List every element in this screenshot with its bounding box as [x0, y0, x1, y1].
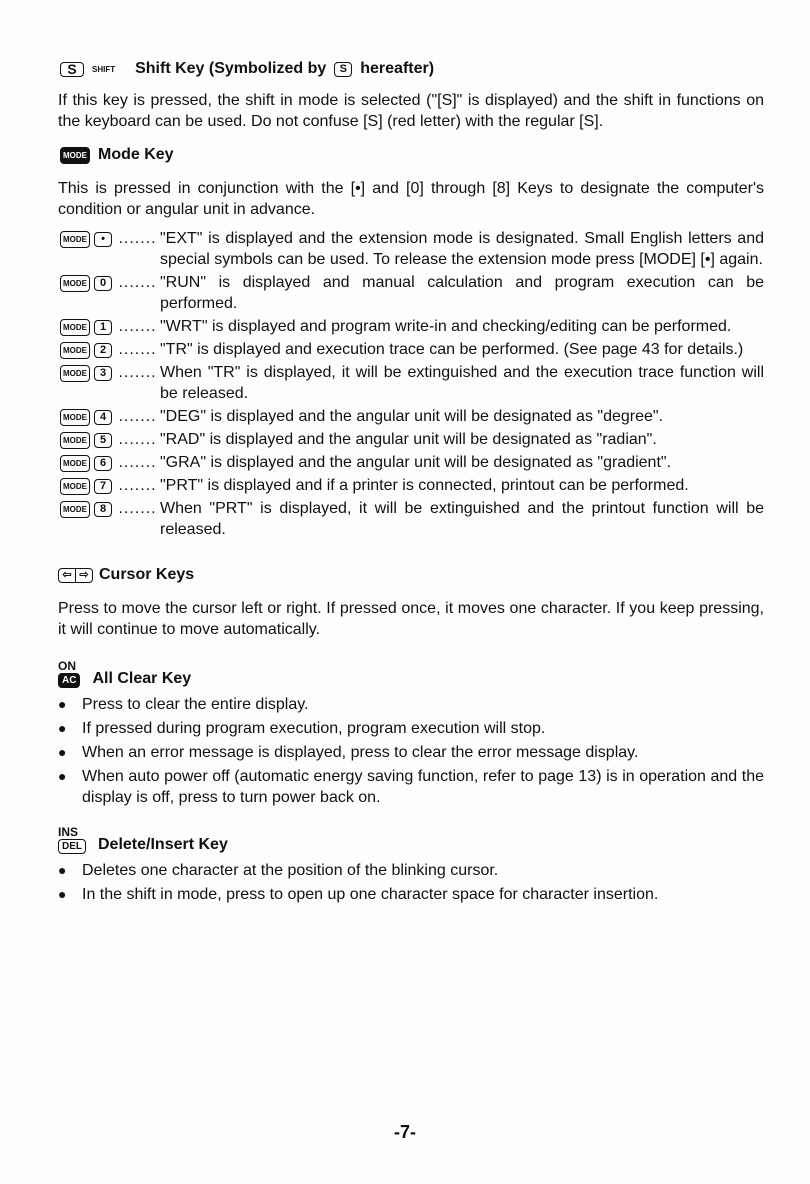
list-item: ● When auto power off (automatic energy saving function, refer to page 13) is in operation and the display is off, press to turn power back on. [58, 768, 764, 806]
all-clear-heading [58, 660, 764, 688]
on-label: ON [58, 659, 76, 673]
all-clear-section [58, 660, 764, 808]
mode-entry [58, 429, 764, 450]
leader-dots: ....... [118, 500, 157, 517]
mode-key-title: Mode Key [98, 146, 174, 163]
mode-key-icon: MODE [60, 342, 90, 359]
leader-dots: ....... [118, 408, 157, 425]
all-clear-title: All Clear Key [92, 670, 192, 687]
mode-entry [58, 316, 764, 337]
leader-dots: ....... [118, 477, 157, 494]
page-number: -7- [394, 1122, 416, 1142]
mode-entries [58, 228, 764, 540]
entry-key-icon: 5 [94, 433, 112, 448]
leader-dots: ....... [118, 431, 157, 448]
shift-key-sub-label: SHIFT [92, 64, 116, 74]
list-item: ● In the shift in mode, press to open up one character space for character insertion. [58, 886, 659, 903]
cursor-keys-title: Cursor Keys [99, 566, 195, 583]
mode-entry [58, 498, 764, 540]
mode-entry [58, 475, 764, 496]
mode-key-body: This is pressed in conjunction with the [•] and [0] through [8] Keys to designate the computer's condition or angular unit in advance. [58, 180, 764, 218]
shift-key-section [58, 60, 764, 132]
leader-dots: ....... [118, 454, 157, 471]
mode-key-icon: MODE [60, 319, 90, 336]
mode-key-section [58, 146, 764, 540]
entry-description: "PRT" is displayed and if a printer is connected, printout can be performed. [160, 477, 689, 494]
mode-key-icon: MODE [60, 365, 90, 382]
cursor-right-icon: ⇨ [76, 568, 93, 583]
entry-key-icon: 1 [94, 320, 112, 335]
leader-dots: ....... [118, 274, 157, 291]
cursor-keys-body: Press to move the cursor left or right. If pressed once, it moves one character. If you keep pressing, it will continue to move automatically. [58, 600, 764, 638]
mode-entry [58, 452, 764, 473]
entry-key-icon: 8 [94, 502, 112, 517]
entry-description: When "TR" is displayed, it will be extinguished and the execution trace function will be released. [160, 364, 764, 402]
leader-dots: ....... [118, 318, 157, 335]
mode-key-icon: MODE [60, 409, 90, 426]
manual-page [58, 60, 764, 915]
entry-description: "RUN" is displayed and manual calculation and program execution can be performed. [160, 274, 764, 312]
mode-key-icon: MODE [60, 455, 90, 472]
entry-key-icon: 2 [94, 343, 112, 358]
entry-key-icon: 4 [94, 410, 112, 425]
leader-dots: ....... [118, 230, 157, 247]
entry-key-icon: 0 [94, 276, 112, 291]
all-clear-list [58, 694, 764, 808]
shift-key-title-end: hereafter) [360, 60, 435, 77]
mode-key-icon: MODE [60, 478, 90, 495]
delete-insert-title: Delete/Insert Key [98, 836, 228, 853]
mode-key-icon: MODE [60, 432, 90, 449]
mode-key-icon: MODE [60, 501, 90, 518]
mode-entry [58, 362, 764, 404]
leader-dots: ....... [118, 341, 157, 358]
leader-dots: ....... [118, 364, 157, 381]
entry-description: "EXT" is displayed and the extension mode is designated. Small English letters and special symbols can be used. To release the extension mode press [MODE] [•] again. [160, 230, 764, 268]
delete-insert-list [58, 860, 764, 905]
mode-key-icon: MODE [60, 147, 90, 164]
entry-description: "GRA" is displayed and the angular unit will be designated as "gradient". [160, 454, 672, 471]
entry-description: "WRT" is displayed and program write-in and checking/editing can be performed. [160, 318, 732, 335]
entry-key-icon: 3 [94, 366, 112, 381]
cursor-keys-section [58, 566, 764, 640]
list-item: ● If pressed during program execution, program execution will stop. [58, 720, 546, 737]
entry-description: When "PRT" is displayed, it will be extinguished and the printout function will be released. [160, 500, 764, 538]
cursor-keys-heading [58, 566, 764, 584]
del-key-icon: DEL [58, 839, 86, 854]
shift-key-heading [58, 60, 764, 78]
list-item: ● Press to clear the entire display. [58, 696, 309, 713]
mode-key-icon: MODE [60, 275, 90, 292]
entry-key-icon: • [94, 232, 112, 247]
shift-key-icon: S [60, 62, 84, 77]
shift-key-title: Shift Key (Symbolized by [135, 60, 327, 77]
ins-label: INS [58, 825, 79, 839]
entry-description: "TR" is displayed and execution trace can be performed. (See page 43 for details.) [160, 341, 744, 358]
delete-insert-heading [58, 826, 764, 854]
cursor-left-icon: ⇦ [58, 568, 76, 583]
shift-symbol-icon: S [334, 62, 352, 77]
mode-entry [58, 339, 764, 360]
shift-key-body: If this key is pressed, the shift in mode is selected ("[S]" is displayed) and the shift in functions on the keyboard can be used. Do not confuse [S] (red letter) with the regular [S]. [58, 92, 764, 130]
mode-entry [58, 406, 764, 427]
entry-description: "DEG" is displayed and the angular unit will be designated as "degree". [160, 408, 664, 425]
delete-insert-section [58, 826, 764, 905]
mode-key-heading [58, 146, 764, 164]
mode-entry [58, 228, 764, 270]
ac-key-icon: AC [58, 673, 80, 688]
entry-key-icon: 7 [94, 479, 112, 494]
entry-description: "RAD" is displayed and the angular unit will be designated as "radian". [160, 431, 657, 448]
mode-key-icon: MODE [60, 231, 90, 248]
mode-entry [58, 272, 764, 314]
list-item: ● When an error message is displayed, press to clear the error message display. [58, 744, 639, 761]
list-item: ● Deletes one character at the position of the blinking cursor. [58, 862, 499, 879]
entry-key-icon: 6 [94, 456, 112, 471]
